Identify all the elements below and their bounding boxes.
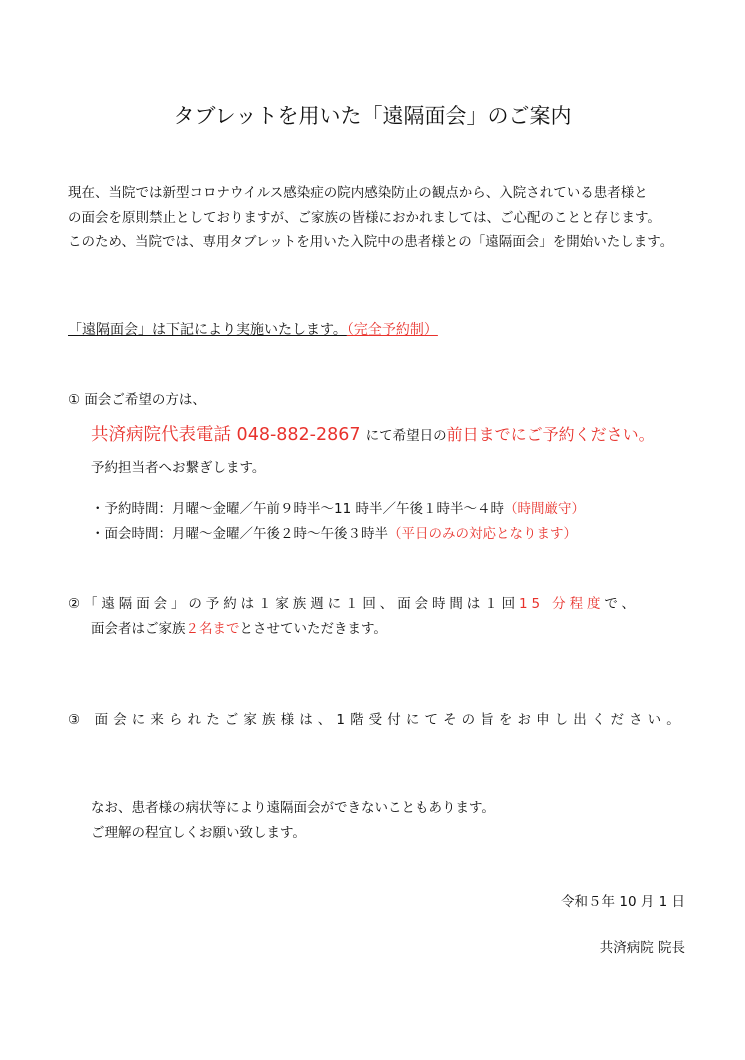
visit-hours-text: ・面会時間：月曜～金曜／午後２時～午後３時半 <box>91 525 388 542</box>
intro-line-1: 現在、当院では新型コロナウイルス感染症の院内感染防止の観点から、入院されている患者様と <box>68 185 648 201</box>
issue-date: 令和５年 10 月 1 日 <box>561 894 685 910</box>
visit-hours-note: （平日のみの対応となります） <box>388 525 577 542</box>
item-2-line-2 <box>68 617 686 642</box>
closing-note <box>91 796 495 846</box>
item-2 <box>68 592 686 642</box>
item-2-line-2-a: 面会者はご家族 <box>91 621 186 637</box>
item-2-part-1: ②「遠隔面会」の予約は１家族週に１回、面会時間は１回 <box>68 596 520 612</box>
phone-deadline-note: 前日までにご予約ください。 <box>446 425 655 444</box>
item-3: ③ 面会に来られたご家族様は、1階受付にてその旨をお申し出ください。 <box>68 712 685 728</box>
reservation-only-note: （完全予約制） <box>346 322 438 338</box>
notice-text: 「遠隔面会」は下記により実施いたします。 <box>68 322 347 338</box>
reservation-hours-text: ・予約時間：月曜～金曜／午前９時半～11 時半／午後１時半～４時 <box>91 501 504 517</box>
signature: 共済病院 院長 <box>599 940 685 956</box>
phone-line <box>91 421 655 446</box>
item-2-part-2: で、 <box>604 596 639 612</box>
closing-line-1: なお、患者様の病状等により遠隔面会ができないこともあります。 <box>91 800 495 816</box>
item-1-lead: ① 面会ご希望の方は、 <box>68 392 206 408</box>
reservation-hours <box>91 497 585 522</box>
assign-note: 予約担当者へお繋ぎします。 <box>91 460 266 476</box>
closing-line-2: ご理解の程宜しくお願い致します。 <box>91 825 306 841</box>
intro-line-3: このため、当院では、専用タブレットを用いた入院中の患者様との「遠隔面会」を開始いたします。 <box>68 234 674 250</box>
intro-line-2: の面会を原則禁止としておりますが、ご家族の皆様におかれましては、ご心配のことと存じます。 <box>68 209 661 226</box>
item-2-line-1 <box>68 592 686 617</box>
phone-number: 共済病院代表電話 048-882-2867 <box>91 425 361 445</box>
visit-hours <box>91 522 585 547</box>
page-title: タブレットを用いた「遠隔面会」のご案内 <box>173 104 572 128</box>
phone-mid-text: にて希望日の <box>365 428 447 444</box>
notice-heading <box>68 319 438 339</box>
intro-paragraph <box>68 181 698 255</box>
hours-list <box>91 497 585 546</box>
reservation-hours-note: （時間厳守） <box>503 501 585 517</box>
item-2-line-2-b: とさせていただきます。 <box>239 621 387 637</box>
visit-duration: 15 分程度 <box>519 596 605 612</box>
visitor-limit: ２名まで <box>185 621 240 637</box>
